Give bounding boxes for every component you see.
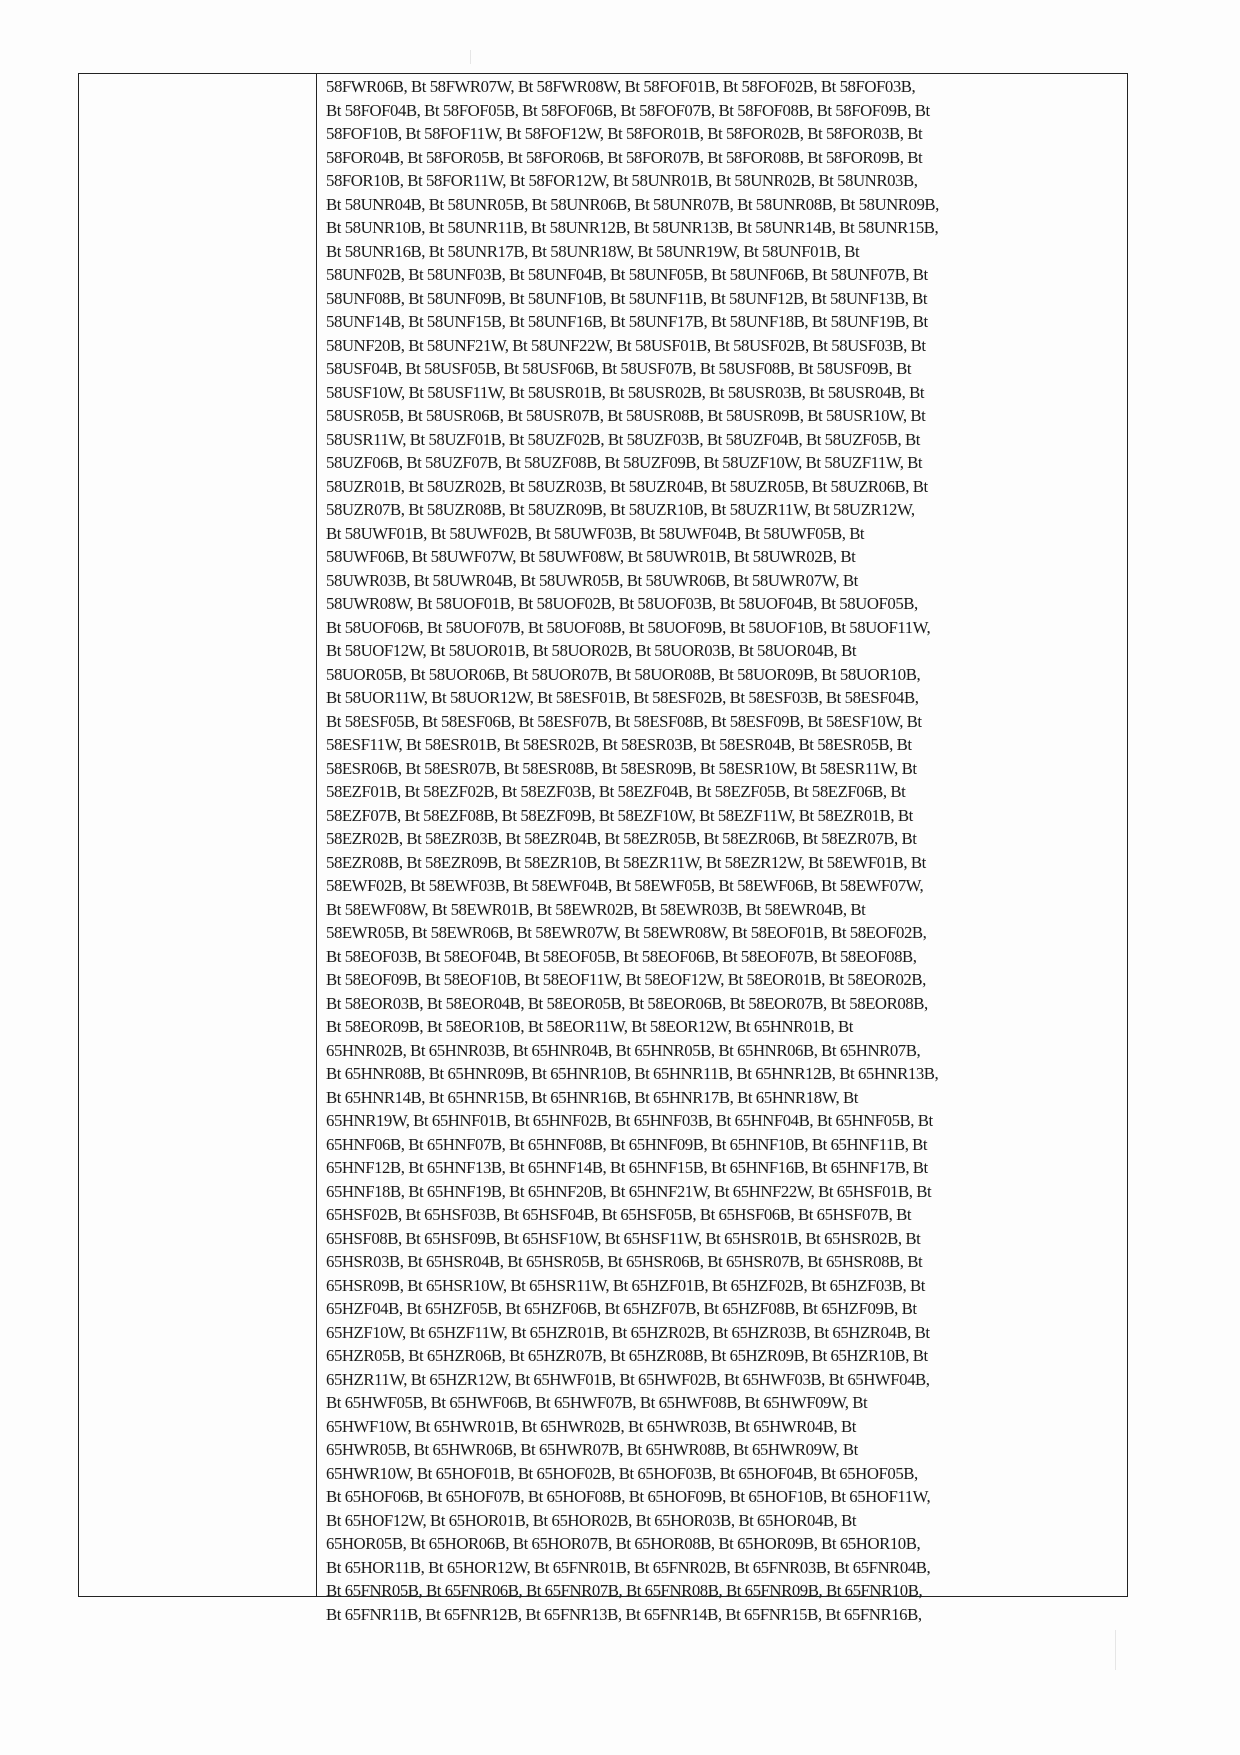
text-line: Bt 65HNR14B, Bt 65HNR15B, Bt 65HNR16B, Bt 65HNR17B, Bt 65HNR18W, Bt: [326, 1087, 858, 1107]
text-line: 65HSF02B, Bt 65HSF03B, Bt 65HSF04B, Bt 65HSF05B, Bt 65HSF06B, Bt 65HSF07B, Bt: [326, 1205, 912, 1224]
scan-artifact: [1115, 1630, 1116, 1670]
text-line: Bt 65HWF05B, Bt 65HWF06B, Bt 65HWF07B, Bt 65HWF08B, Bt 65HWF09W, Bt: [326, 1393, 868, 1412]
text-line: Bt 58UOF06B, Bt 58UOF07B, Bt 58UOF08B, Bt 58UOF09B, Bt 58UOF10B, Bt 58UOF11W,: [326, 617, 931, 637]
text-line: Bt 58EOR09B, Bt 58EOR10B, Bt 58EOR11W, Bt 58EOR12W, Bt 65HNR01B, Bt: [326, 1017, 853, 1036]
text-line: 58UNF14B, Bt 58UNF15B, Bt 58UNF16B, Bt 58UNF17B, Bt 58UNF18B, Bt 58UNF19B, Bt: [326, 312, 928, 331]
table-content-cell: [317, 74, 1127, 1624]
text-line: 65HZR05B, Bt 65HZR06B, Bt 65HZR07B, Bt 65HZR08B, Bt 65HZR09B, Bt 65HZR10B, Bt: [326, 1346, 928, 1365]
text-line: 58UNF08B, Bt 58UNF09B, Bt 58UNF10B, Bt 58UNF11B, Bt 58UNF12B, Bt 58UNF13B, Bt: [326, 288, 928, 308]
text-line: 58UNF20B, Bt 58UNF21W, Bt 58UNF22W, Bt 58USF01B, Bt 58USF02B, Bt 58USF03B, Bt: [326, 335, 926, 355]
text-line: Bt 58UNR16B, Bt 58UNR17B, Bt 58UNR18W, Bt 58UNR19W, Bt 58UNF01B, Bt: [326, 241, 860, 261]
text-line: Bt 58EOF03B, Bt 58EOF04B, Bt 58EOF05B, Bt 58EOF06B, Bt 58EOF07B, Bt 58EOF08B,: [326, 946, 917, 966]
document-table: [78, 73, 1128, 1624]
text-line: 65HNR02B, Bt 65HNR03B, Bt 65HNR04B, Bt 65HNR05B, Bt 65HNR06B, Bt 65HNR07B,: [326, 1040, 921, 1060]
text-line: 65HWR10W, Bt 65HOF01B, Bt 65HOF02B, Bt 65HOF03B, Bt 65HOF04B, Bt 65HOF05B,: [326, 1463, 918, 1483]
text-line: Bt 65FNR11B, Bt 65FNR12B, Bt 65FNR13B, Bt 65FNR14B, Bt 65FNR15B, Bt 65FNR16B,: [326, 1604, 922, 1624]
text-line: 58USF10W, Bt 58USF11W, Bt 58USR01B, Bt 58USR02B, Bt 58USR03B, Bt 58USR04B, Bt: [326, 382, 925, 402]
text-line: 65HZF10W, Bt 65HZF11W, Bt 65HZR01B, Bt 65HZR02B, Bt 65HZR03B, Bt 65HZR04B, Bt: [326, 1322, 930, 1342]
text-line: 58EZR02B, Bt 58EZR03B, Bt 58EZR04B, Bt 58EZR05B, Bt 58EZR06B, Bt 58EZR07B, Bt: [326, 829, 917, 848]
text-line: Bt 58UNR10B, Bt 58UNR11B, Bt 58UNR12B, Bt 58UNR13B, Bt 58UNR14B, Bt 58UNR15B,: [326, 218, 939, 237]
text-line: 58FOR04B, Bt 58FOR05B, Bt 58FOR06B, Bt 58FOR07B, Bt 58FOR08B, Bt 58FOR09B, Bt: [326, 147, 923, 167]
text-line: 65HNF06B, Bt 65HNF07B, Bt 65HNF08B, Bt 65HNF09B, Bt 65HNF10B, Bt 65HNF11B, Bt: [326, 1134, 928, 1154]
text-line: Bt 58UNR04B, Bt 58UNR05B, Bt 58UNR06B, Bt 58UNR07B, Bt 58UNR08B, Bt 58UNR09B,: [326, 194, 939, 214]
text-line: 58UWR03B, Bt 58UWR04B, Bt 58UWR05B, Bt 58UWR06B, Bt 58UWR07W, Bt: [326, 570, 858, 590]
text-line: Bt 65HOF12W, Bt 65HOR01B, Bt 65HOR02B, Bt 65HOR03B, Bt 65HOR04B, Bt: [326, 1510, 857, 1530]
text-line: Bt 58ESF05B, Bt 58ESF06B, Bt 58ESF07B, Bt 58ESF08B, Bt 58ESF09B, Bt 58ESF10W, Bt: [326, 711, 922, 731]
text-line: 65HNF12B, Bt 65HNF13B, Bt 65HNF14B, Bt 65HNF15B, Bt 65HNF16B, Bt 65HNF17B, Bt: [326, 1158, 928, 1177]
text-line: 58UWR08W, Bt 58UOF01B, Bt 58UOF02B, Bt 58UOF03B, Bt 58UOF04B, Bt 58UOF05B,: [326, 594, 918, 613]
text-line: 58ESR06B, Bt 58ESR07B, Bt 58ESR08B, Bt 58ESR09B, Bt 58ESR10W, Bt 58ESR11W, Bt: [326, 758, 917, 778]
text-line: Bt 58EOR03B, Bt 58EOR04B, Bt 58EOR05B, Bt 58EOR06B, Bt 58EOR07B, Bt 58EOR08B,: [326, 993, 928, 1013]
text-line: 58UZF06B, Bt 58UZF07B, Bt 58UZF08B, Bt 58UZF09B, Bt 58UZF10W, Bt 58UZF11W, Bt: [326, 453, 923, 472]
text-line: 65HNF18B, Bt 65HNF19B, Bt 65HNF20B, Bt 65HNF21W, Bt 65HNF22W, Bt 65HSF01B, Bt: [326, 1181, 932, 1201]
text-line: 58EZR08B, Bt 58EZR09B, Bt 58EZR10B, Bt 58EZR11W, Bt 58EZR12W, Bt 58EWF01B, Bt: [326, 852, 926, 872]
text-line: 65HNR19W, Bt 65HNF01B, Bt 65HNF02B, Bt 65HNF03B, Bt 65HNF04B, Bt 65HNF05B, Bt: [326, 1111, 933, 1130]
text-line: 58EZF07B, Bt 58EZF08B, Bt 58EZF09B, Bt 58EZF10W, Bt 58EZF11W, Bt 58EZR01B, Bt: [326, 805, 913, 825]
text-line: Bt 58UOF12W, Bt 58UOR01B, Bt 58UOR02B, Bt 58UOR03B, Bt 58UOR04B, Bt: [326, 641, 857, 660]
text-line: 65HWF10W, Bt 65HWR01B, Bt 65HWR02B, Bt 65HWR03B, Bt 65HWR04B, Bt: [326, 1416, 856, 1436]
text-line: Bt 65HNR08B, Bt 65HNR09B, Bt 65HNR10B, Bt 65HNR11B, Bt 65HNR12B, Bt 65HNR13B,: [326, 1064, 939, 1083]
text-line: Bt 58FOF04B, Bt 58FOF05B, Bt 58FOF06B, Bt 58FOF07B, Bt 58FOF08B, Bt 58FOF09B, Bt: [326, 100, 930, 120]
text-line: 65HSR03B, Bt 65HSR04B, Bt 65HSR05B, Bt 65HSR06B, Bt 65HSR07B, Bt 65HSR08B, Bt: [326, 1252, 923, 1271]
text-line: 65HOR05B, Bt 65HOR06B, Bt 65HOR07B, Bt 65HOR08B, Bt 65HOR09B, Bt 65HOR10B,: [326, 1534, 921, 1553]
text-line: Bt 65HOR11B, Bt 65HOR12W, Bt 65FNR01B, Bt 65FNR02B, Bt 65FNR03B, Bt 65FNR04B,: [326, 1557, 931, 1577]
text-line: 58EZF01B, Bt 58EZF02B, Bt 58EZF03B, Bt 58EZF04B, Bt 58EZF05B, Bt 58EZF06B, Bt: [326, 782, 906, 801]
text-line: 65HWR05B, Bt 65HWR06B, Bt 65HWR07B, Bt 65HWR08B, Bt 65HWR09W, Bt: [326, 1440, 858, 1459]
text-line: 58UNF02B, Bt 58UNF03B, Bt 58UNF04B, Bt 58UNF05B, Bt 58UNF06B, Bt 58UNF07B, Bt: [326, 265, 928, 284]
text-line: 58FOR10B, Bt 58FOR11W, Bt 58FOR12W, Bt 58UNR01B, Bt 58UNR02B, Bt 58UNR03B,: [326, 171, 918, 190]
text-line: Bt 65FNR05B, Bt 65FNR06B, Bt 65FNR07B, Bt 65FNR08B, Bt 65FNR09B, Bt 65FNR10B,: [326, 1581, 923, 1600]
text-line: 58ESF11W, Bt 58ESR01B, Bt 58ESR02B, Bt 58ESR03B, Bt 58ESR04B, Bt 58ESR05B, Bt: [326, 735, 912, 754]
text-line: 58FOF10B, Bt 58FOF11W, Bt 58FOF12W, Bt 58FOR01B, Bt 58FOR02B, Bt 58FOR03B, Bt: [326, 124, 923, 143]
text-line: 65HZF04B, Bt 65HZF05B, Bt 65HZF06B, Bt 65HZF07B, Bt 65HZF08B, Bt 65HZF09B, Bt: [326, 1299, 917, 1318]
text-line: 58EWR05B, Bt 58EWR06B, Bt 58EWR07W, Bt 58EWR08W, Bt 58EOF01B, Bt 58EOF02B,: [326, 923, 927, 942]
text-line: Bt 58EOF09B, Bt 58EOF10B, Bt 58EOF11W, Bt 58EOF12W, Bt 58EOR01B, Bt 58EOR02B,: [326, 970, 926, 989]
text-line: 58UZR01B, Bt 58UZR02B, Bt 58UZR03B, Bt 58UZR04B, Bt 58UZR05B, Bt 58UZR06B, Bt: [326, 476, 928, 496]
text-line: 65HSF08B, Bt 65HSF09B, Bt 65HSF10W, Bt 65HSF11W, Bt 65HSR01B, Bt 65HSR02B, Bt: [326, 1228, 921, 1248]
text-line: 58UWF06B, Bt 58UWF07W, Bt 58UWF08W, Bt 58UWR01B, Bt 58UWR02B, Bt: [326, 547, 856, 566]
text-line: 58EWF02B, Bt 58EWF03B, Bt 58EWF04B, Bt 58EWF05B, Bt 58EWF06B, Bt 58EWF07W,: [326, 876, 924, 895]
text-line: 58UOR05B, Bt 58UOR06B, Bt 58UOR07B, Bt 58UOR08B, Bt 58UOR09B, Bt 58UOR10B,: [326, 664, 921, 684]
text-line: 65HZR11W, Bt 65HZR12W, Bt 65HWF01B, Bt 65HWF02B, Bt 65HWF03B, Bt 65HWF04B,: [326, 1369, 930, 1389]
text-line: Bt 58UWF01B, Bt 58UWF02B, Bt 58UWF03B, Bt 58UWF04B, Bt 58UWF05B, Bt: [326, 523, 865, 543]
text-line: Bt 58UOR11W, Bt 58UOR12W, Bt 58ESF01B, Bt 58ESF02B, Bt 58ESF03B, Bt 58ESF04B,: [326, 688, 919, 707]
scan-artifact: [470, 50, 471, 64]
text-line: 58USF04B, Bt 58USF05B, Bt 58USF06B, Bt 58USF07B, Bt 58USF08B, Bt 58USF09B, Bt: [326, 359, 912, 378]
text-line: 58USR11W, Bt 58UZF01B, Bt 58UZF02B, Bt 58UZF03B, Bt 58UZF04B, Bt 58UZF05B, Bt: [326, 429, 920, 449]
text-line: 65HSR09B, Bt 65HSR10W, Bt 65HSR11W, Bt 65HZF01B, Bt 65HZF02B, Bt 65HZF03B, Bt: [326, 1275, 925, 1295]
text-line: 58FWR06B, Bt 58FWR07W, Bt 58FWR08W, Bt 58FOF01B, Bt 58FOF02B, Bt 58FOF03B,: [326, 77, 916, 96]
text-line: 58USR05B, Bt 58USR06B, Bt 58USR07B, Bt 58USR08B, Bt 58USR09B, Bt 58USR10W, Bt: [326, 406, 926, 425]
text-line: 58UZR07B, Bt 58UZR08B, Bt 58UZR09B, Bt 58UZR10B, Bt 58UZR11W, Bt 58UZR12W,: [326, 500, 915, 519]
table-left-cell: [79, 74, 317, 1596]
text-line: Bt 58EWF08W, Bt 58EWR01B, Bt 58EWR02B, Bt 58EWR03B, Bt 58EWR04B, Bt: [326, 899, 866, 919]
text-line: Bt 65HOF06B, Bt 65HOF07B, Bt 65HOF08B, Bt 65HOF09B, Bt 65HOF10B, Bt 65HOF11W,: [326, 1487, 931, 1506]
